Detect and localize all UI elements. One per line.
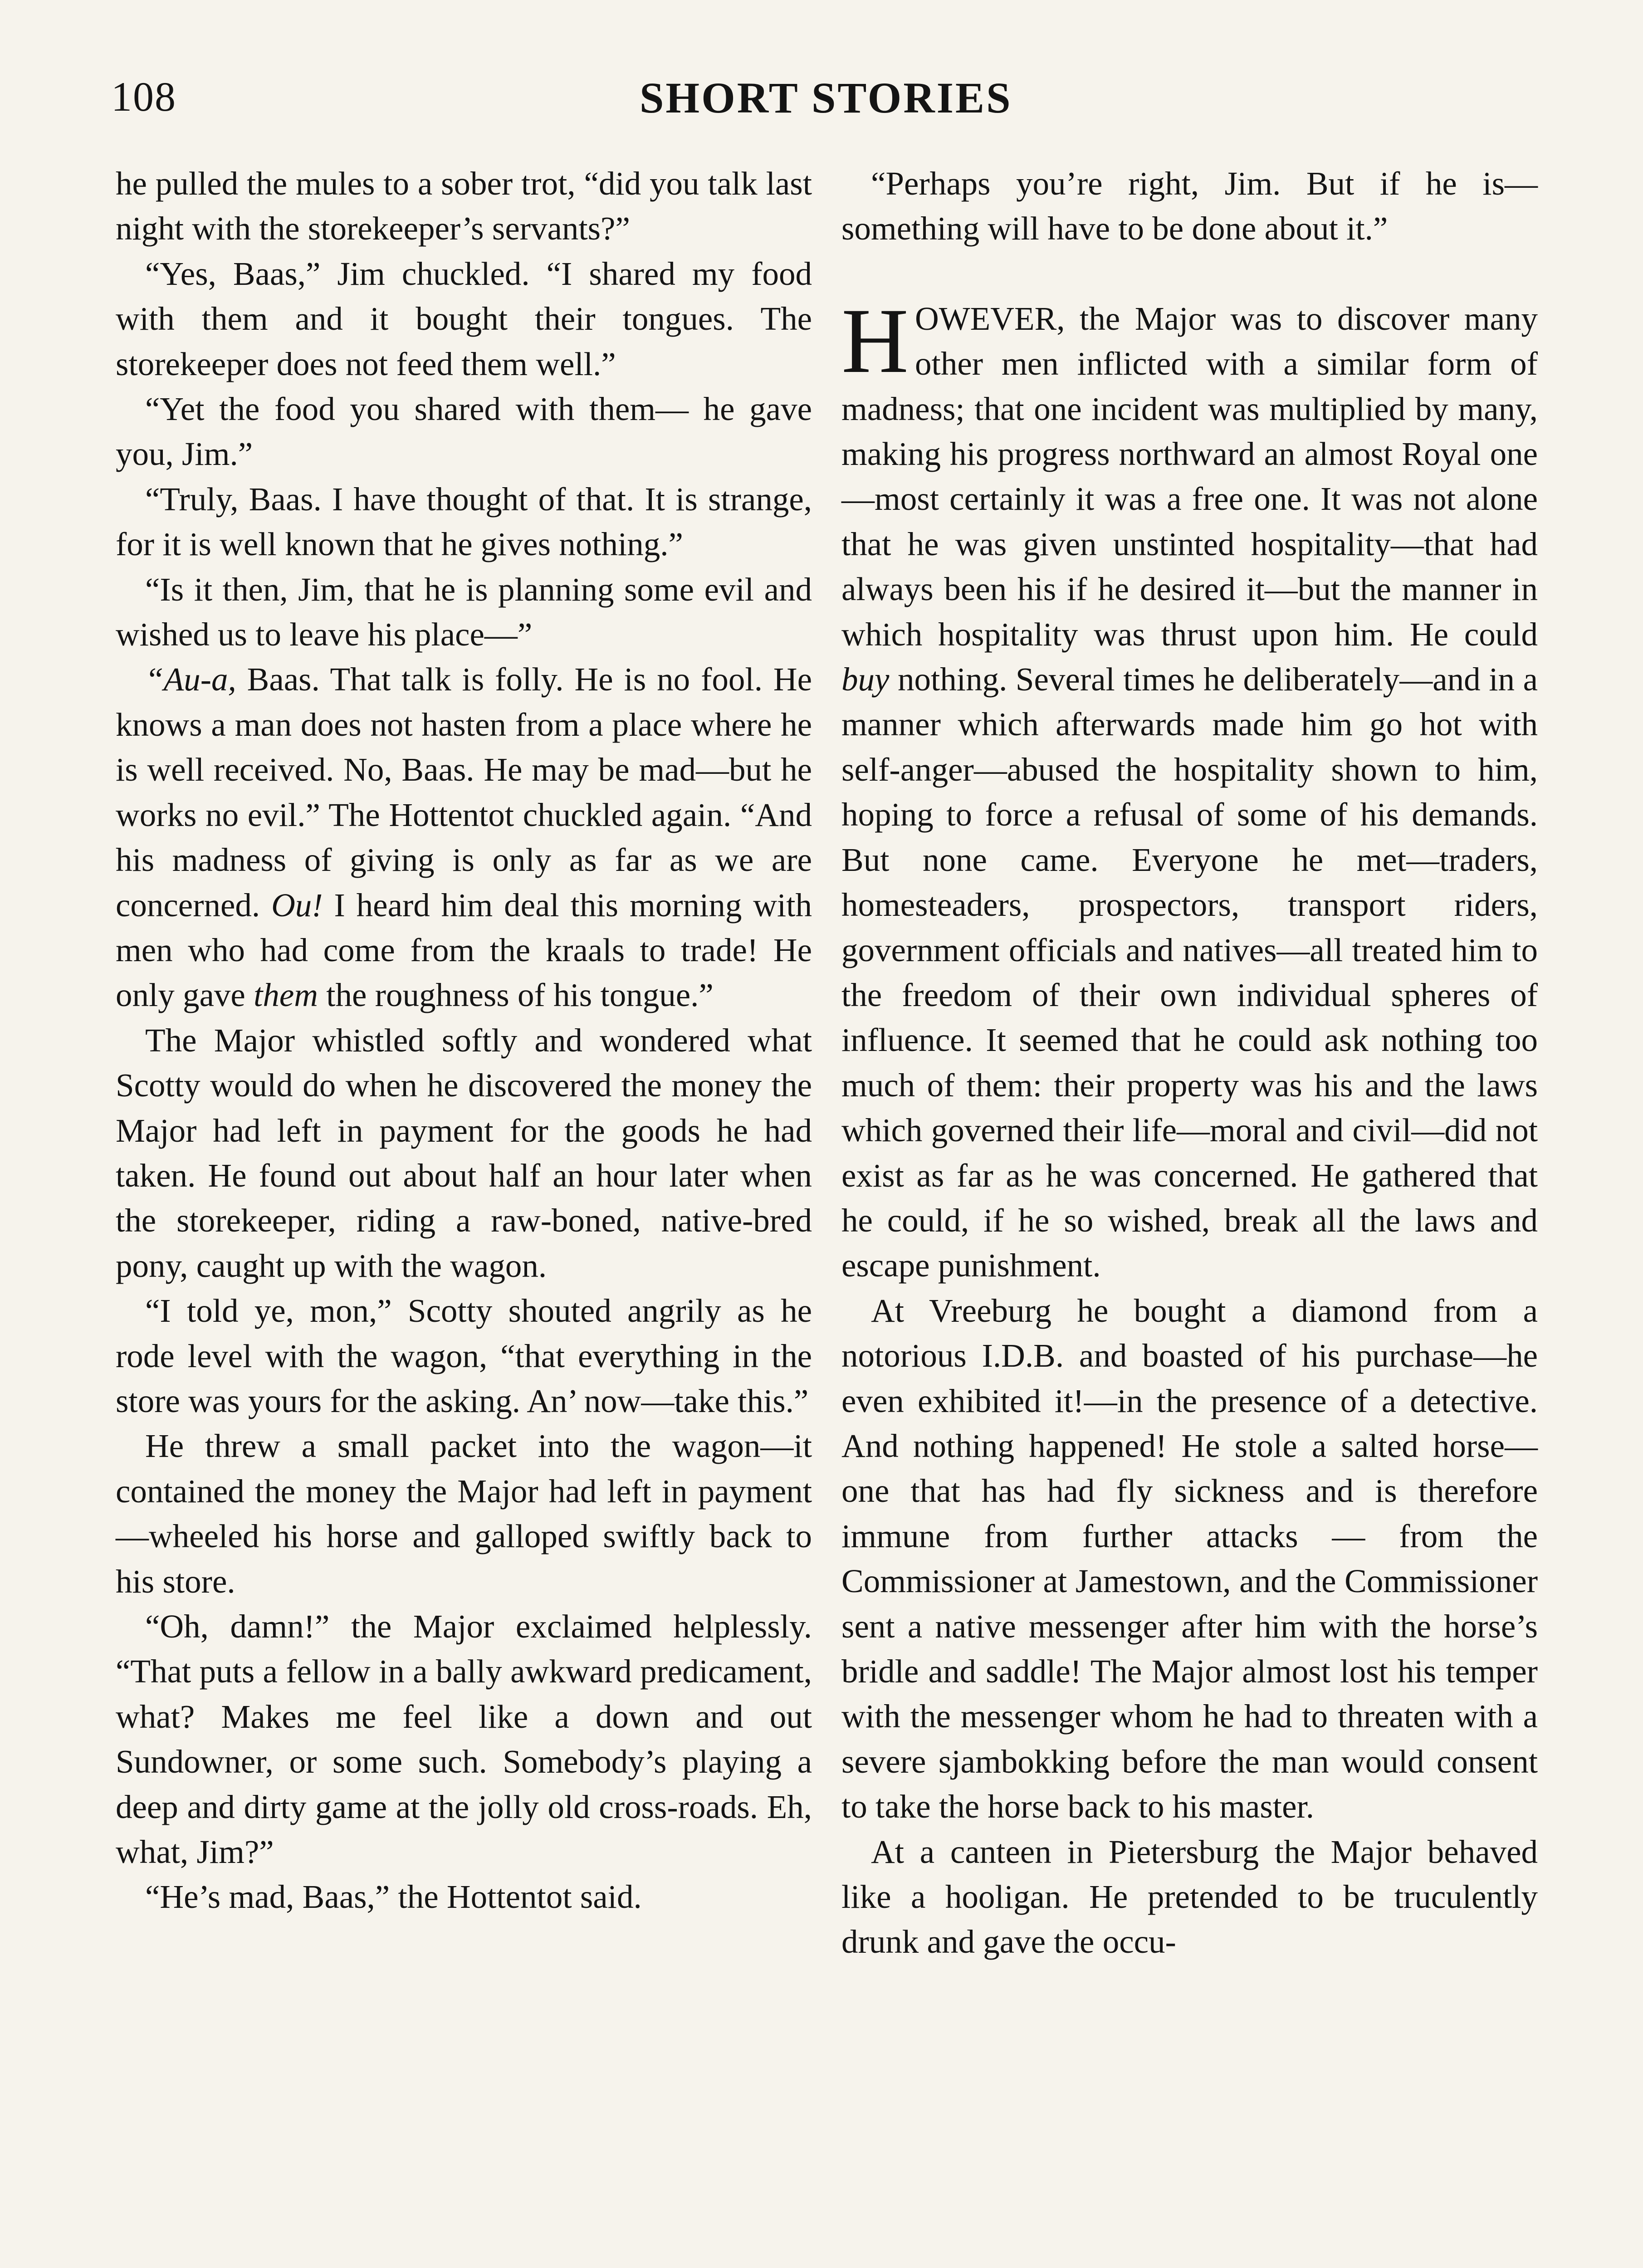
running-head: SHORT STORIES [640,73,1012,122]
right-column [841,161,1538,1965]
paragraph: “Is it then, Jim, that he is planning some evil and wished us to leave his place—” [116,571,812,653]
text-run: I heard him deal this morning with men who had come from the kraals to trade! He only gave [116,886,812,1014]
paragraph: At Vreeburg he bought a diamond from a notorious I.D.B. and boasted of his purchase—he even exhibited it!—in the presence of a detective. And nothing happened! He stole a salted horse—one that has had fly sickness and is therefore immune from further attacks — from the Commissioner at Jamestown, and the Commissioner sent a native messenger after him with the horse’s bridle and saddle! The Major almost lost his temper with the messenger whom he had to threaten with a severe sjambokking before the man would consent to take the horse back to his master. [841,1292,1538,1825]
paragraph [841,289,1538,1288]
paragraph: “Truly, Baas. I have thought of that. It is strange, for it is well known that he gives nothing.” [116,480,812,563]
paragraph: The Major whistled softly and wondered what Scotty would do when he discovered the money the Major had left in payment for the goods he had taken. He found out about half an hour later when the storekeeper, riding a raw-boned, native-bred pony, caught up with the wagon. [116,1022,812,1284]
page-number: 108 [111,73,176,120]
paragraph: At a canteen in Pietersburg the Major behaved like a hooligan. He pretended to be truculently drunk and gave the occu- [841,1833,1538,1960]
italic-text: Ou! [271,886,323,924]
italic-text: them [254,977,318,1014]
paragraph: “Yet the food you shared with them— he gave you, Jim.” [116,391,812,473]
text-run: Baas. That talk is folly. He is no fool. He knows a man does not hasten from a place where he is well received. No, Baas. He may be mad—but he works no evil.” The Hottentot chuckled again. “And his madness of giving is only as far as we are concerned. [116,661,812,924]
paragraph: “Oh, damn!” the Major exclaimed helplessly. “That puts a fellow in a bally awkward predicament, what? Makes me feel like a down and out Sundowner, or some such. Somebody’s playing a deep and dirty game at the jolly old cross-roads. Eh, what, Jim?” [116,1608,812,1871]
drop-cap: H [841,289,909,392]
paragraph: he pulled the mules to a sober trot, “did you talk last night with the storekeeper’s servants?” [116,165,812,247]
text-run: OWEVER, the Major was to discover many other men inflicted with a similar form of madness; that one incident was multiplied by many, making his progress northward an almost Royal one—most certainly it was a free one. It was not alone that he was given unstinted hospitality—that had always been his if he desired it—but the manner in which hospitality was thrust upon him. He could [841,300,1538,653]
left-column [116,161,812,1920]
text-run: nothing. Several times he deliberately—and in a manner which afterwards made him go hot with self-anger—abused the hospitality shown to him, hoping to force a refusal of some of his demands. But none came. Everyone he met—traders, homesteaders, prospectors, transport riders, government officials and natives—all treated him to the freedom of their own individual spheres of influence. It seemed that he could ask nothing too much of them: their property was his and the laws which governed their life—moral and civil—did not exist as far as he was concerned. He gathered that he could, if he so wished, break all the laws and escape punishment. [841,661,1538,1284]
italic-text: buy [841,661,890,698]
paragraph: “I told ye, mon,” Scotty shouted angrily as he rode level with the wagon, “that everything in the store was yours for the asking. An’ now—take this.” [116,1292,812,1419]
paragraph [116,657,812,1017]
text-run: the roughness of his tongue.” [318,977,714,1014]
paragraph: “Perhaps you’re right, Jim. But if he is—something will have to be done about it.” [841,165,1538,247]
paragraph: He threw a small packet into the wagon—it contained the money the Major had left in payment—wheeled his horse and galloped swiftly back to his store. [116,1427,812,1600]
paragraph: “Yes, Baas,” Jim chuckled. “I shared my food with them and it bought their tongues. The storekeeper does not feed them well.” [116,255,812,382]
italic-text: “Au-a, [145,661,236,698]
paragraph: “He’s mad, Baas,” the Hottentot said. [145,1878,642,1916]
